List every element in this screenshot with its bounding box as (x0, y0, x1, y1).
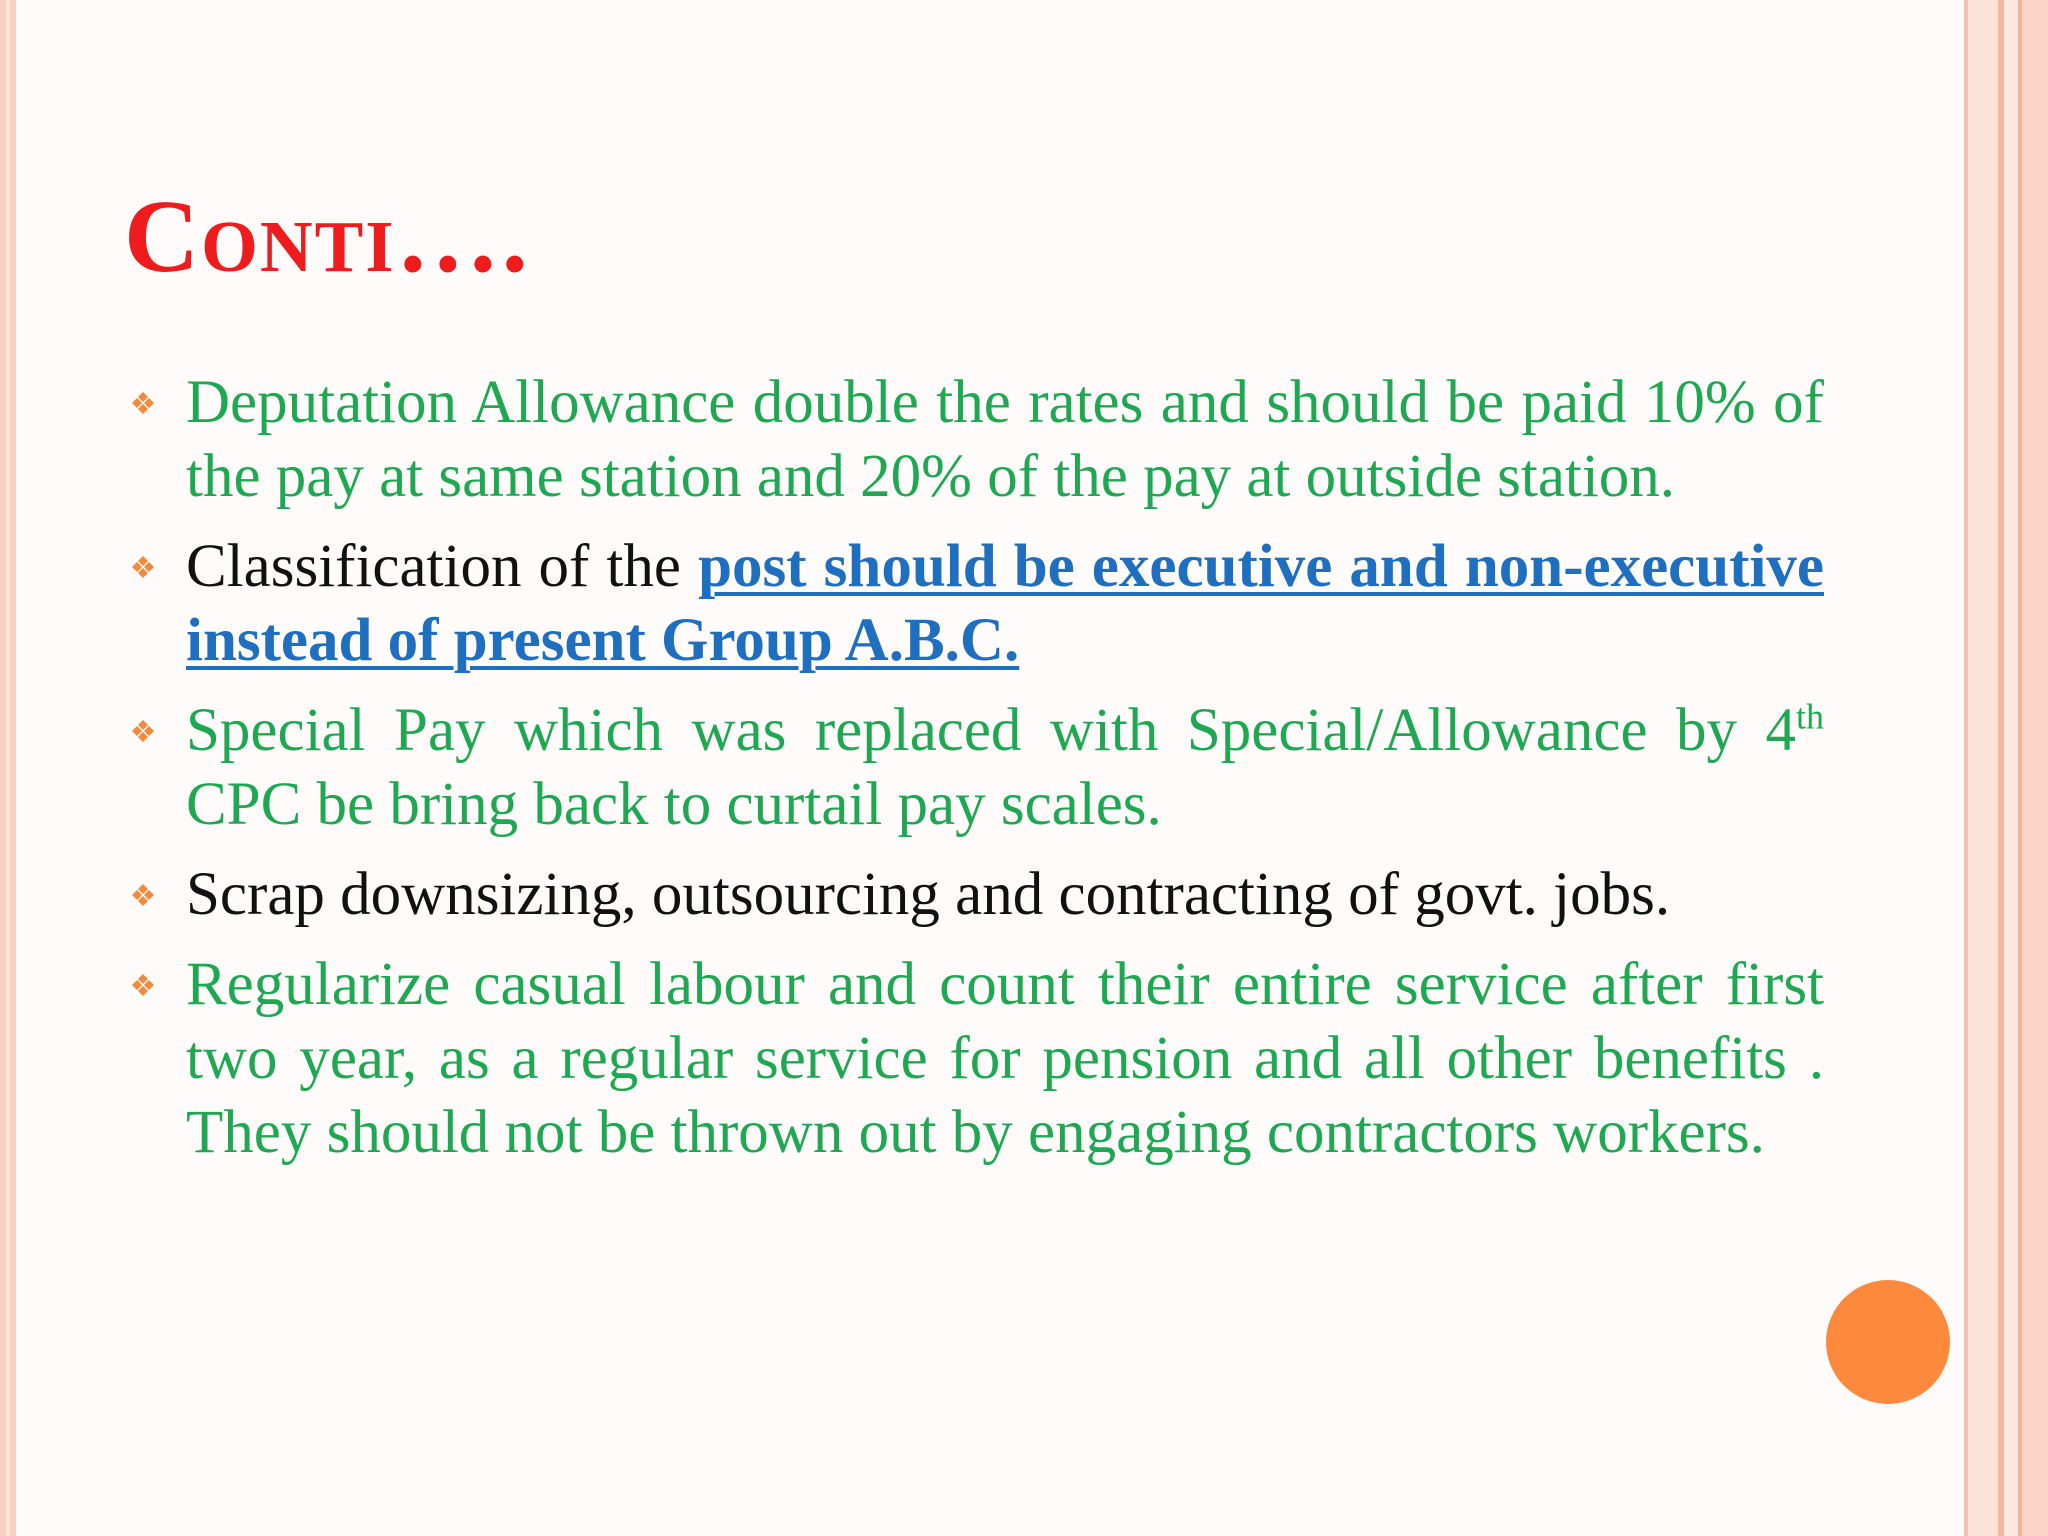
bullet-text: Deputation Allowance double the rates and should be paid 10% of the pay at same station and 20% of the pay at outside station. (186, 369, 1824, 510)
classification-link[interactable]: post should be executive and non-executive instead of present Group A.B.C. (186, 533, 1824, 674)
four-diamond-bullet-icon (124, 952, 162, 1018)
bullet-text: Classification of the (186, 533, 699, 600)
bullet-text-part: Special Pay which was replaced with Special/Allowance by 4 (186, 697, 1796, 764)
left-border-decoration (0, 0, 16, 1536)
bullet-item-deputation-allowance (124, 366, 1824, 514)
bullet-text: Regularize casual labour and count their entire service after first two year, as a regular service for pension and all other benefits . They should not be thrown out by engaging contractors workers. (186, 951, 1824, 1166)
four-diamond-bullet-icon (124, 698, 162, 764)
four-diamond-bullet-icon (124, 370, 162, 436)
bullet-item-scrap-downsizing (124, 858, 1824, 932)
orange-accent-circle (1826, 1280, 1950, 1404)
four-diamond-bullet-icon (124, 862, 162, 928)
right-stripe-decoration (1964, 0, 2048, 1536)
four-diamond-bullet-icon (124, 534, 162, 600)
bullet-text (186, 697, 1824, 838)
bullet-text-part: CPC be bring back to curtail pay scales. (186, 771, 1162, 838)
bullet-list (124, 366, 1824, 1186)
bullet-item-special-pay (124, 694, 1824, 842)
superscript: th (1795, 696, 1824, 737)
slide-title: Conti…. (124, 179, 530, 294)
bullet-text: Scrap downsizing, outsourcing and contracting of govt. jobs. (186, 861, 1671, 928)
bullet-item-regularize-casual-labour (124, 948, 1824, 1170)
bullet-item-classification (124, 530, 1824, 678)
